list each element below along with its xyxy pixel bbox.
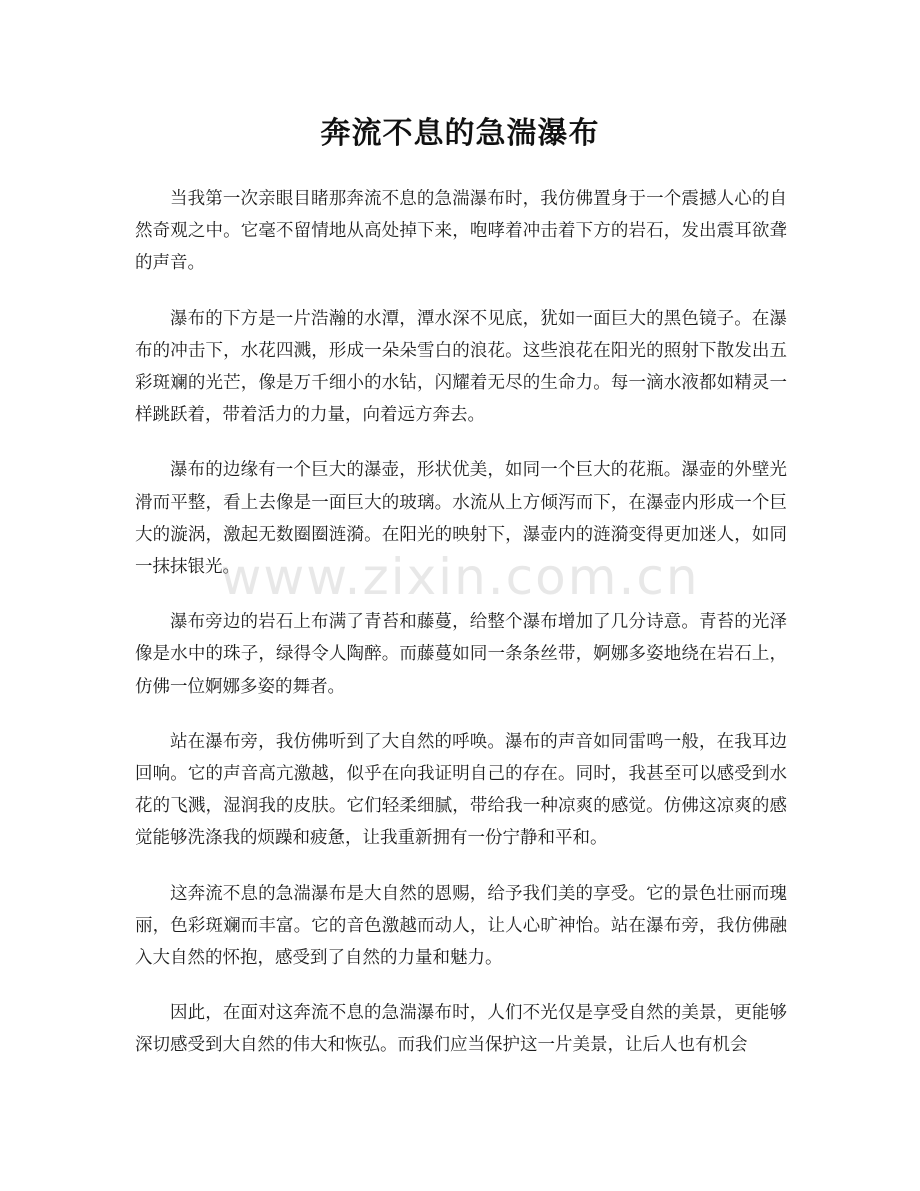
paragraph-7: 因此，在面对这奔流不息的急湍瀑布时，人们不光仅是享受自然的美景，更能够深切感受到大自然的伟大和恢弘。而我们应当保护这一片美景，让后人也有机会 [135,1003,787,1056]
paragraph-2: 瀑布的下方是一片浩瀚的水潭，潭水深不见底，犹如一面巨大的黑色镜子。在瀑布的冲击下，水花四溅，形成一朵朵雪白的浪花。这些浪花在阳光的照射下散发出五彩斑斓的光芒，像是万千细小的水钻，闪耀着无尽的生命力。每一滴水液都如精灵一样跳跃着，带着活力的力量，向着远方奔去。 [135,308,787,426]
paragraph-5: 站在瀑布旁，我仿佛听到了大自然的呼唤。瀑布的声音如同雷鸣一般，在我耳边回响。它的声音高亢激越，似乎在向我证明自己的存在。同时，我甚至可以感受到水花的飞溅，湿润我的皮肤。它们轻柔细腻，带给我一种凉爽的感觉。仿佛这凉爽的感觉能够洗涤我的烦躁和疲惫，让我重新拥有一份宁静和平和。 [135,731,787,849]
document-body [135,183,787,1085]
paragraph-4: 瀑布旁边的岩石上布满了青苔和藤蔓，给整个瀑布增加了几分诗意。青苔的光泽像是水中的珠子，绿得令人陶醉。而藤蔓如同一条条丝带，婀娜多姿地绕在岩石上，仿佛一位婀娜多姿的舞者。 [135,612,787,697]
watermark: www.zixin.com.cn [220,548,700,606]
document-title: 奔流不息的急湍瀑布 [320,116,600,151]
paragraph-1: 当我第一次亲眼目睹那奔流不息的急湍瀑布时，我仿佛置身于一个震撼人心的自然奇观之中。它毫不留情地从高处掉下来，咆哮着冲击着下方的岩石，发出震耳欲聋的声音。 [135,189,787,274]
paragraph-3: 瀑布的边缘有一个巨大的瀑壶，形状优美，如同一个巨大的花瓶。瀑壶的外壁光滑而平整，看上去像是一面巨大的玻璃。水流从上方倾泻而下，在瀑壶内形成一个巨大的漩涡，激起无数圈圈涟漪。在阳光的映射下，瀑壶内的涟漪变得更加迷人，如同一抹抹银光。 [135,460,787,578]
paragraph-6: 这奔流不息的急湍瀑布是大自然的恩赐，给予我们美的享受。它的景色壮丽而瑰丽，色彩斑斓而丰富。它的音色激越而动人，让人心旷神怡。站在瀑布旁，我仿佛融入大自然的怀抱，感受到了自然的力量和魅力。 [135,883,787,969]
